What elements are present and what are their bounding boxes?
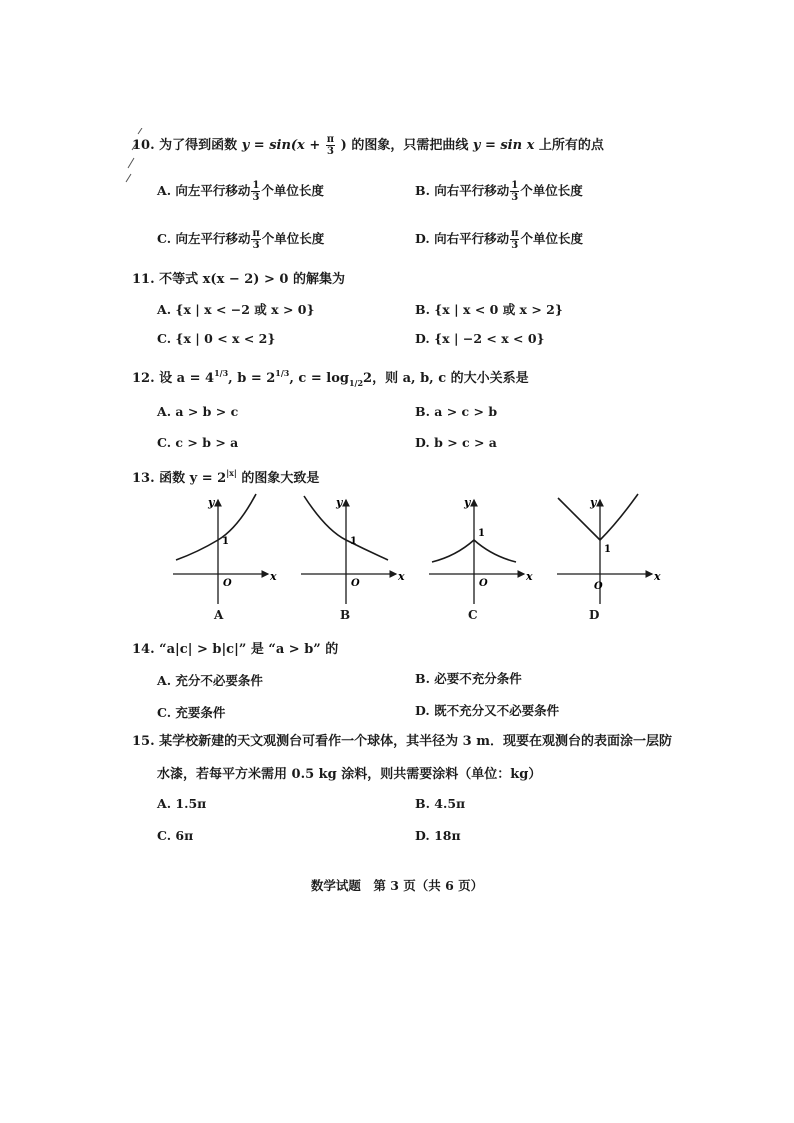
tick-label: 1 <box>350 536 357 547</box>
origin-label: O <box>479 578 488 589</box>
option-10-b: B. 向右平行移动 $\frac{1}{3}$ 个单位长度 <box>415 180 583 203</box>
option-11-b: B. {x | x < 0 或 x > 2} <box>415 302 563 317</box>
fraction: $\frac{\pi}{3}$ <box>326 134 335 157</box>
origin-label: O <box>594 581 603 592</box>
y-label: y <box>464 496 471 509</box>
option-14-d: D. 既不充分又不必要条件 <box>415 703 560 718</box>
tick-label: 1 <box>478 528 485 539</box>
question-13: 13. 函数 $y = 2^{|x|}$ 的图象大致是 <box>132 468 320 486</box>
x-label: x <box>654 570 661 583</box>
exponent: |x| <box>226 468 237 478</box>
option-10-c: C. 向左平行移动 $\frac{\pi}{3}$ 个单位长度 <box>157 228 325 251</box>
option-12-c: C. c > b > a <box>157 435 239 450</box>
question-15-line-1: 15. 某学校新建的天文观测台可看作一个球体，其半径为 3 m．现要在观测台的表面涂一层防 <box>132 734 672 749</box>
tick-label: 1 <box>604 544 611 555</box>
page-footer: 数学试题 第 3 页（共 6 页） <box>310 878 484 893</box>
option-10-d: D. 向右平行移动 $\frac{\pi}{3}$ 个单位长度 <box>415 228 583 251</box>
curve <box>176 494 256 560</box>
option-10-a: A. 向左平行移动 $\frac{1}{3}$ 个单位长度 <box>157 180 324 203</box>
graph-label-c: C <box>468 608 478 622</box>
option-12-d: D. b > c > a <box>415 435 497 450</box>
curve-left <box>432 540 474 562</box>
graph-c <box>424 492 564 612</box>
graph-label-b: B <box>340 608 351 622</box>
question-number: 10. <box>132 138 155 153</box>
option-14-a: A. 充分不必要条件 <box>157 673 263 688</box>
option-11-c: C. {x | 0 < x < 2} <box>157 331 276 346</box>
x-label: x <box>398 570 405 583</box>
question-12: 12. 设 $a = 4^{1/3}$, $b = 2^{1/3}$, $c = \log_{1/2}2$，则 a, b, c 的大小关系是 <box>132 368 529 388</box>
curve-right <box>600 494 638 540</box>
exponent: 1/3 <box>214 368 229 378</box>
y-label: y <box>336 496 343 509</box>
graph-d <box>552 492 692 612</box>
exponent: 1/3 <box>275 368 290 378</box>
question-11: 11. 不等式 x(x − 2) > 0 的解集为 <box>132 272 345 287</box>
option-15-a: A. 1.5π <box>157 796 207 811</box>
log-base: 1/2 <box>348 378 364 388</box>
option-15-d: D. 18π <box>415 828 461 843</box>
question-15-line-2: 水漆，若每平方米需用 0.5 kg 涂料，则共需要涂料（单位：kg） <box>157 767 542 782</box>
option-12-b: B. a > c > b <box>415 404 498 419</box>
option-15-b: B. 4.5π <box>415 796 466 811</box>
curve-right <box>474 540 516 562</box>
curve-expression: y = sin x <box>472 138 535 153</box>
y-label: y <box>208 496 215 509</box>
y-label: y <box>590 496 597 509</box>
option-14-c: C. 充要条件 <box>157 705 226 720</box>
question-text: 为了得到函数 <box>159 138 238 153</box>
origin-label: O <box>351 578 360 589</box>
x-label: x <box>270 570 277 583</box>
option-11-a: A. {x | x < −2 或 x > 0} <box>157 302 315 317</box>
origin-label: O <box>223 578 232 589</box>
x-label: x <box>526 570 533 583</box>
graph-a <box>168 492 308 612</box>
function-expression: y = sin(x + <box>241 138 321 153</box>
tick-label: 1 <box>222 536 229 547</box>
option-12-a: A. a > b > c <box>157 404 239 419</box>
question-10: 10. 为了得到函数 y = sin(x + $\frac{\pi}{3}$ ) 的图象，只需把曲线 y = sin x 上所有的点 <box>132 134 604 157</box>
question-14: 14. “a|c| > b|c|” 是 “a > b” 的 <box>132 642 339 657</box>
graph-b <box>296 492 436 612</box>
option-14-b: B. 必要不充分条件 <box>415 671 522 686</box>
graph-label-a: A <box>214 608 224 622</box>
option-11-d: D. {x | −2 < x < 0} <box>415 331 545 346</box>
option-15-c: C. 6π <box>157 828 194 843</box>
graph-label-d: D <box>589 608 600 622</box>
